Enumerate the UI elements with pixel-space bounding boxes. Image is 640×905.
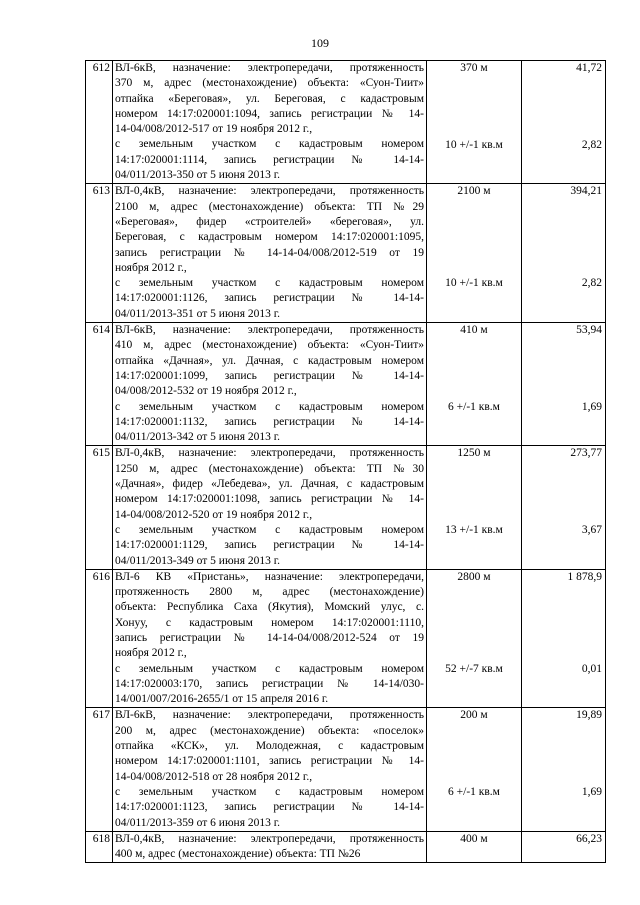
object-description	[113, 446, 427, 569]
land-value: 3,67	[581, 523, 602, 536]
registry-body	[86, 61, 606, 863]
land-plot-text-line: 04/011/2013-349 от 5 июня 2013 г.	[115, 554, 281, 567]
size-cell	[427, 446, 522, 569]
land-area: 10 +/-1 кв.м	[445, 138, 503, 151]
line-value: 1 878,9	[567, 570, 602, 583]
object-text-line: отпайка «КСК», ул. Молодежная, с кадастровым	[115, 740, 424, 753]
land-plot-text-line: 14:17:020001:1132, запись регистрации № 14-14-	[115, 415, 424, 428]
land-plot-text-line: 04/011/2013-359 от 6 июня 2013 г.	[115, 816, 281, 829]
line-value: 66,23	[576, 832, 602, 845]
object-description	[113, 831, 427, 863]
object-text-line: 14:17:020001:1099, запись регистрации № 14-14-	[115, 369, 424, 382]
object-text-line: ВЛ-0,4кВ, назначение: электропередачи, протяженность	[115, 447, 424, 460]
land-plot-text-line: 14:17:020003:170, запись регистрации № 14-14/030-	[115, 677, 424, 690]
table-row	[86, 184, 606, 323]
line-length: 2100 м	[457, 185, 491, 198]
row-number: 615	[86, 446, 113, 569]
land-plot-text-line: с земельным участком с кадастровым номером	[115, 523, 424, 536]
table-row	[86, 61, 606, 184]
line-value: 394,21	[570, 185, 602, 198]
land-plot-text-line: с земельным участком с кадастровым номером	[115, 785, 424, 798]
line-value: 41,72	[576, 62, 602, 74]
land-value: 2,82	[581, 277, 602, 290]
size-cell	[427, 831, 522, 863]
object-description	[113, 61, 427, 184]
object-text-line: ВЛ-6 КВ «Пристань», назначение: электропередачи,	[115, 570, 424, 583]
land-plot-text-line: 04/011/2013-350 от 5 июня 2013 г.	[115, 169, 281, 182]
object-text-line: Береговая, с кадастровым номером 14:17:020001:1095,	[115, 231, 424, 244]
line-length: 1250 м	[457, 447, 491, 460]
object-text-line: «Дачная», фидер «Лебедева», ул. Дачная, с кадастровым	[115, 478, 424, 491]
object-text-line: протяженность 2800 м, адрес (местонахождение)	[115, 586, 424, 599]
land-plot-text-line: с земельным участком с кадастровым номером	[115, 138, 424, 151]
line-length: 2800 м	[457, 570, 491, 583]
land-plot-text-line: 14:17:020001:1126, запись регистрации № 14-14-	[115, 292, 424, 305]
object-text-line: отпайка «Береговая», ул. Береговая, с кадастровым	[115, 92, 424, 105]
land-plot-text-line: 04/011/2013-351 от 5 июня 2013 г.	[115, 307, 281, 320]
line-length: 370 м	[460, 62, 488, 74]
object-text-line: номером 14:17:020001:1098, запись регистрации № 14-	[115, 493, 424, 506]
object-text-line: «Береговая», фидер «строителей» «береговая», ул.	[115, 215, 424, 228]
value-cell	[522, 569, 606, 708]
size-cell	[427, 708, 522, 831]
land-area: 6 +/-1 кв.м	[448, 400, 500, 413]
object-text-line: 04/008/2012-532 от 19 ноября 2012 г.,	[115, 385, 297, 398]
object-text-line: запись регистрации № 14-14-04/008/2012-519 от 19	[115, 246, 424, 259]
land-area: 52 +/-7 кв.м	[445, 662, 503, 675]
object-text-line: 14-04/008/2012-518 от 28 ноября 2012 г.,	[115, 770, 313, 783]
size-cell	[427, 61, 522, 184]
object-text-line: отпайка «Дачная», ул. Дачная, с кадастровым номером	[115, 354, 424, 367]
row-number: 616	[86, 569, 113, 708]
size-cell	[427, 323, 522, 446]
land-area: 10 +/-1 кв.м	[445, 277, 503, 290]
row-number: 617	[86, 708, 113, 831]
object-text-line: 200 м, адрес (местонахождение) объекта: «поселок»	[115, 724, 424, 737]
object-text-line: ВЛ-0,4кВ, назначение: электропередачи, протяженность	[115, 832, 424, 845]
row-number: 612	[86, 61, 113, 184]
object-text-line: номером 14:17:020001:1094, запись регистрации № 14-	[115, 107, 424, 120]
object-text-line: ВЛ-6кВ, назначение: электропередачи, протяженность	[115, 324, 424, 337]
line-value: 19,89	[576, 709, 602, 722]
object-text-line: ноября 2012 г.,	[115, 647, 187, 660]
table-row	[86, 569, 606, 708]
line-length: 410 м	[460, 324, 488, 337]
land-value: 1,69	[581, 785, 602, 798]
object-text-line: 2100 м, адрес (местонахождение) объекта: ТП №29	[115, 200, 424, 213]
land-value: 2,82	[581, 138, 602, 151]
object-description	[113, 184, 427, 323]
land-plot-text-line: с земельным участком с кадастровым номером	[115, 277, 424, 290]
land-plot-text-line: 14/001/007/2016-2655/1 от 15 апреля 2016 г.	[115, 693, 329, 706]
object-text-line: объекта: Республика Саха (Якутия), Момский улус, с.	[115, 601, 424, 614]
object-text-line: 1250 м, адрес (местонахождение) объекта: ТП №30	[115, 462, 424, 475]
land-area: 6 +/-1 кв.м	[448, 785, 500, 798]
land-value: 1,69	[581, 400, 602, 413]
object-text-line: 410 м, адрес (местонахождение) объекта: «Суон-Тиит»	[115, 339, 424, 352]
object-text-line: ВЛ-0,4кВ, назначение: электропередачи, протяженность	[115, 185, 424, 198]
value-cell	[522, 184, 606, 323]
table-row	[86, 831, 606, 863]
object-text-line: 14-04/008/2012-517 от 19 ноября 2012 г.,	[115, 123, 313, 136]
size-cell	[427, 569, 522, 708]
object-description	[113, 323, 427, 446]
object-text-line: ноября 2012 г.,	[115, 261, 187, 274]
object-text-line: ВЛ-6кВ, назначение: электропередачи, протяженность	[115, 62, 424, 74]
value-cell	[522, 831, 606, 863]
land-plot-text-line: с земельным участком с кадастровым номером	[115, 662, 424, 675]
land-value: 0,01	[581, 662, 602, 675]
land-plot-text-line: 14:17:020001:1129, запись регистрации № 14-14-	[115, 539, 424, 552]
line-value: 273,77	[570, 447, 602, 460]
line-value: 53,94	[576, 324, 602, 337]
object-text-line: 400 м, адрес (местонахождение) объекта: ТП №26	[115, 848, 361, 861]
row-number: 614	[86, 323, 113, 446]
object-text-line: Хонуу, с кадастровым номером 14:17:020001:1110,	[115, 616, 424, 629]
line-length: 200 м	[460, 709, 488, 722]
land-area: 13 +/-1 кв.м	[445, 523, 503, 536]
table-row	[86, 323, 606, 446]
object-description	[113, 708, 427, 831]
size-cell	[427, 184, 522, 323]
land-plot-text-line: 14:17:020001:1123, запись регистрации № 14-14-	[115, 801, 424, 814]
table-row	[86, 446, 606, 569]
object-text-line: 14-04/008/2012-520 от 19 ноября 2012 г.,	[115, 508, 313, 521]
object-text-line: запись регистрации № 14-14-04/008/2012-524 от 19	[115, 631, 424, 644]
land-plot-text-line: 14:17:020001:1114, запись регистрации № 14-14-	[115, 153, 424, 166]
table-row	[86, 708, 606, 831]
value-cell	[522, 708, 606, 831]
object-description	[113, 569, 427, 708]
line-length: 400 м	[460, 832, 488, 845]
land-plot-text-line: с земельным участком с кадастровым номером	[115, 400, 424, 413]
value-cell	[522, 323, 606, 446]
object-text-line: ВЛ-6кВ, назначение: электропередачи, протяженность	[115, 709, 424, 722]
value-cell	[522, 446, 606, 569]
value-cell	[522, 61, 606, 184]
row-number: 618	[86, 831, 113, 863]
object-text-line: номером 14:17:020001:1101, запись регистрации № 14-	[115, 755, 424, 768]
land-plot-text-line: 04/011/2013-342 от 5 июня 2013 г.	[115, 431, 281, 444]
property-registry-table	[85, 60, 606, 863]
object-text-line: 370 м, адрес (местонахождение) объекта: «Суон-Тиит»	[115, 77, 424, 90]
page-number: 109	[311, 36, 329, 50]
row-number: 613	[86, 184, 113, 323]
